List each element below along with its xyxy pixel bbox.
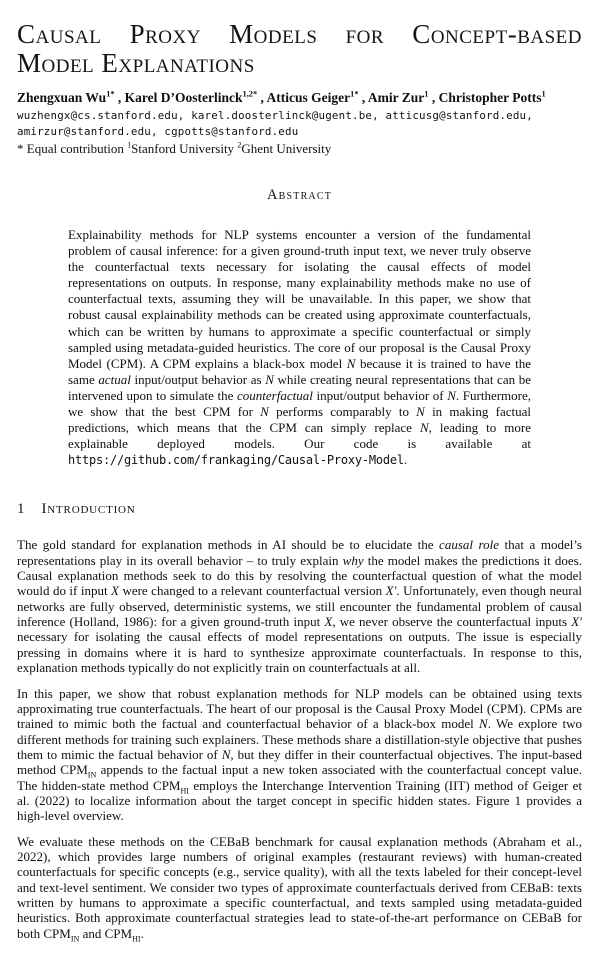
author-line: Zhengxuan $Wu^{1*}$ , Karel D’Oosterlinck$^{1,2*}$ , Atticus Geiger$^{1*}$ , Amir Zur$^1$ , Christopher Potts$^1$ bbox=[17, 89, 546, 105]
abstract-heading: Abstract bbox=[266, 187, 333, 203]
title-line-2: Model Explanations bbox=[17, 48, 255, 78]
email-line-2: amirzur@stanford.edu, cgpotts@stanford.edu bbox=[17, 124, 299, 138]
affiliation-line: * Equal contribution $^1$Stanford University $^2$Ghent University bbox=[17, 140, 332, 156]
intro-paragraph-2: In this paper, we show that robust explanation methods for NLP models can be obtained using texts approximating true counterfactuals. The heart of our proposal is the Causal Proxy Model (CPM). CPMs are trained to mimic both the factual and counterfactual behavior of a black-box model N. We explore two different methods for training such explainers. These methods share a distillation-style objective that pushes them to mimic the factual behavior of N, but they differ in their counterfactual objectives. The input-based method $CPM_{IN}$ appends to the factual input a new token associated with the counterfactual concept value. The hidden-state method $CPM_{HI}$ employs the Interchange Intervention Training (IIT) method of Geiger et al. (2022) to localize information about the target concept in specific hidden states. Figure 1 provides a high-level overview. bbox=[17, 685, 583, 824]
abstract-text: Explainability methods for NLP systems encounter a version of the fundamental problem of causal inference: for a given ground-truth input text, we never truly observe the counterfactual texts necessary for isolating the causal effects of model representations on outputs. In response, many explainability methods make no use of counterfactual texts, assuming they will be unavailable. In this paper, we show that robust causal explainability methods can be created using approximate counterfactuals, which can be written by humans to approximate a specific counterfactual or simply sampled using metadata-guided heuristics. The core of our proposal is the Causal Proxy Model (CPM). A CPM explains a black-box model N because it is trained to have the same actual input/output behavior as N while creating neural representations that can be intervened upon to simulate the counterfactual input/output behavior of N. Furthermore, we show that the best CPM for N performs comparably to N in making factual predictions, which means that the CPM can simply replace N, leading to more explainable deployed models. Our code is available at https://github.com/frankaging/Causal-Proxy-Model. bbox=[68, 227, 532, 468]
section-title: Introduction bbox=[41, 501, 136, 518]
section-heading-introduction bbox=[17, 501, 582, 518]
introduction-body bbox=[17, 537, 583, 944]
intro-paragraph-1: The gold standard for explanation methods in AI should be to elucidate the causal role that a model’s representations play in its overall behavior – to truly explain why the model makes the predictions it does. Causal explanation methods seek to do this by resolving the counterfactual question of what the model would do if input X were changed to a relevant counterfactual version X′. Unfortunately, even though neural networks are fully observed, deterministic systems, we still encounter the fundamental problem of causal inference (Holland, 1986): for a given ground-truth input X, we never observe the counterfactual inputs X′ necessary for isolating the causal effects of model representations on outputs. The issue is especially pressing in domains where it is hard to synthesize approximate counterfactuals. In response to this, explanation methods typically do not explicitly train on counterfactuals at all. bbox=[17, 537, 583, 676]
author-emails bbox=[17, 108, 582, 139]
email-line-1: wuzhengx@cs.stanford.edu, karel.doosterlinck@ugent.be, atticusg@stanford.edu, bbox=[17, 109, 533, 122]
intro-paragraph-3: We evaluate these methods on the CEBaB benchmark for causal explanation methods (Abraham et al., 2022), which provides large numbers of original examples (restaurant reviews) with human-created counterfactuals for specific concepts (e.g., service quality), with all the texts labeled for their concept-level and text-level sentiment. We consider two types of approximate counterfactuals derived from CEBaB: texts written by humans to approximate a specific counterfactual, and texts sampled using metadata-guided heuristics. Both approximate counterfactual strategies lead to state-of-the-art performance on CEBaB for both $CPM_{IN}$ and $CPM_{HI}$. bbox=[17, 833, 582, 944]
section-number: 1 bbox=[17, 501, 25, 518]
title-line-1: Causal Proxy Models for Concept-based bbox=[17, 19, 582, 49]
paper-title bbox=[17, 20, 582, 78]
